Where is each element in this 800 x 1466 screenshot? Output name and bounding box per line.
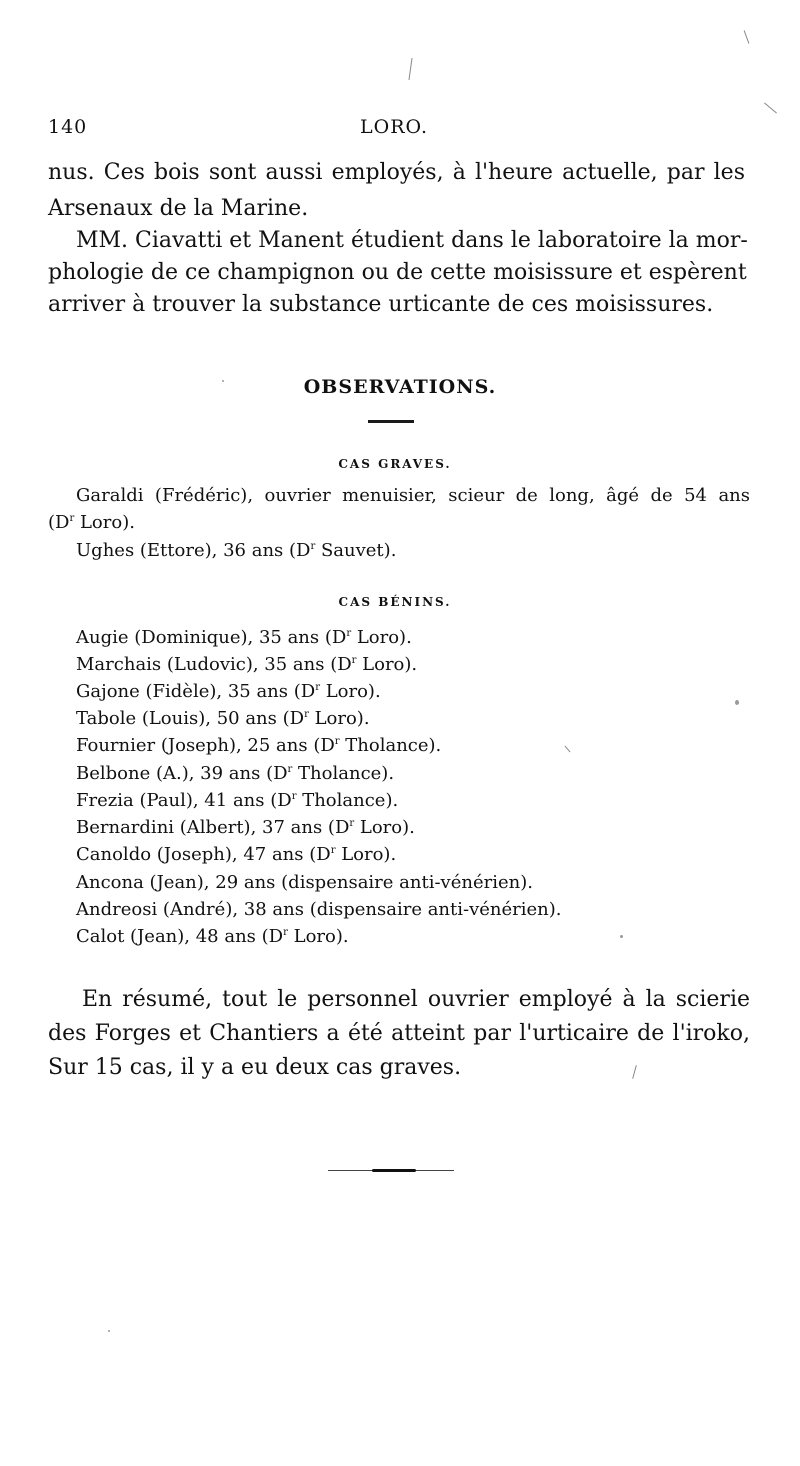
paragraph-line: phologie de ce champignon ou de cette moisissure et espèrent [48, 260, 747, 285]
scan-scratch [764, 102, 777, 113]
paragraph-line: des Forges et Chantiers a été atteint par l'urticaire de l'iroko, [48, 1021, 750, 1046]
scan-speck [735, 700, 739, 705]
scan-scratch [408, 58, 412, 80]
subheading-benins: CAS BÉNINS. [338, 595, 452, 609]
scan-scratch [565, 746, 571, 753]
scan-speck [620, 935, 623, 938]
case-entry: Ancona (Jean), 29 ans (dispensaire anti-vénérien). [76, 872, 533, 893]
case-entry: Calot (Jean), 48 ans ($D^r$ Loro). [76, 926, 349, 947]
case-entry: Fournier (Joseph), 25 ans ($D^r$ Tholance). [76, 735, 442, 756]
running-head-title: LORO. [360, 116, 429, 138]
case-entry: Bernardini (Albert), 37 ans ($D^r$ Loro). [76, 817, 415, 838]
paragraph-line: En résumé, tout le personnel ouvrier employé à la scierie [82, 987, 750, 1012]
paragraph-line: Arsenaux de la Marine. [48, 196, 309, 221]
case-entry: Gajone (Fidèle), 35 ans ($D^r$ Loro). [76, 681, 381, 702]
scan-speck [108, 1330, 110, 1332]
paragraph-line: MM. Ciavatti et Manent étudient dans le laboratoire la mor- [76, 228, 748, 253]
scan-scratch [744, 30, 750, 43]
case-entry: Marchais (Ludovic), 35 ans ($D^r$ Loro). [76, 654, 418, 675]
case-entry: Andreosi (André), 38 ans (dispensaire anti-vénérien). [76, 899, 562, 920]
case-entry: Ughes (Ettore), 36 ans ($D^r$ Sauvet). [76, 540, 397, 561]
section-rule [368, 420, 414, 423]
page-number: 140 [48, 116, 88, 138]
running-head [48, 116, 748, 146]
case-entry: Frezia (Paul), 41 ans ($D^r$ Tholance). [76, 790, 399, 811]
closing-rule-thick [372, 1169, 416, 1172]
case-entry: Augie (Dominique), 35 ans ($D^r$ Loro). [76, 627, 412, 648]
case-entry: Garaldi (Frédéric), ouvrier menuisier, scieur de long, âgé de 54 ans [76, 485, 750, 506]
closing-rule [328, 1169, 454, 1173]
subheading-graves: CAS GRAVES. [338, 457, 452, 471]
case-entry: Belbone (A.), 39 ans ($D^r$ Tholance). [76, 763, 395, 784]
scan-scratch [632, 1065, 637, 1079]
paragraph-line: nus. Ces bois sont aussi employés, à l'heure actuelle, par les [48, 160, 745, 185]
case-entry: Canoldo (Joseph), 47 ans ($D^r$ Loro). [76, 844, 397, 865]
section-title: OBSERVATIONS. [303, 376, 497, 398]
case-entry: Tabole (Louis), 50 ans ($D^r$ Loro). [76, 708, 370, 729]
paragraph-line: Sur 15 cas, il y a eu deux cas graves. [48, 1055, 462, 1080]
case-entry-continued: ($D^r$ Loro). [48, 512, 135, 533]
paragraph-line: arriver à trouver la substance urticante de ces moisissures. [48, 292, 714, 317]
